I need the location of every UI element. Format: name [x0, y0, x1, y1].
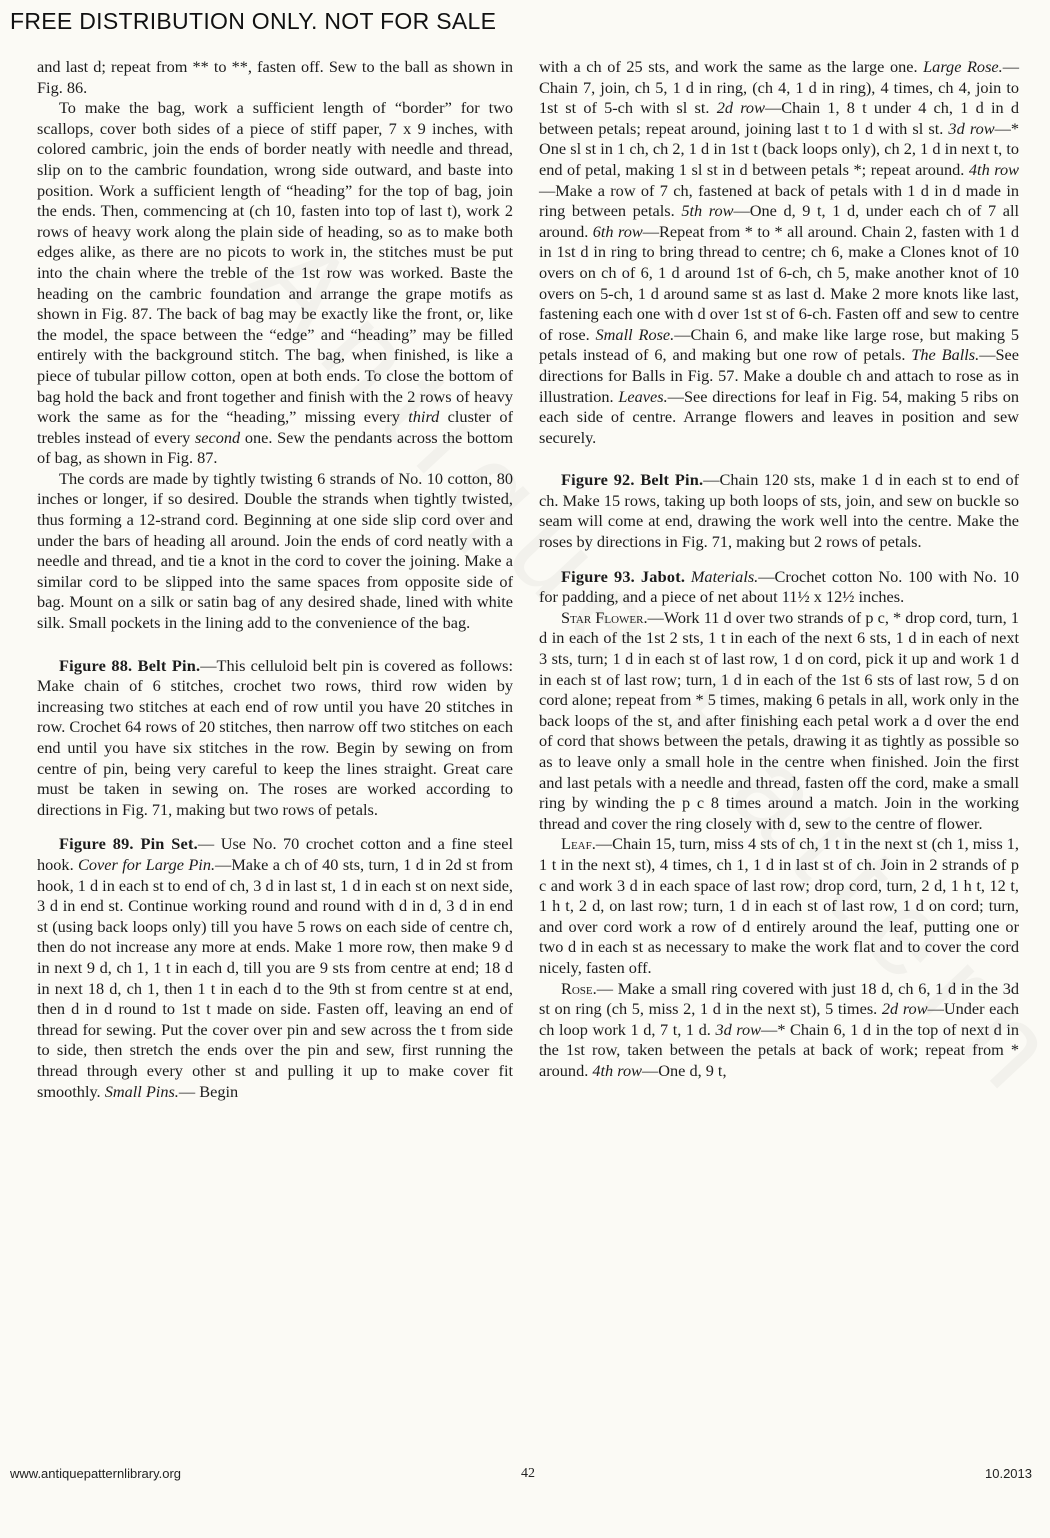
italic-run: Large Rose.: [923, 57, 1003, 76]
italic-run: Small Pins.: [104, 1081, 179, 1101]
text-run: —One d, 9 t,: [641, 1060, 727, 1080]
text-run: Rose.: [561, 978, 597, 998]
italic-run: 3d row: [948, 118, 995, 138]
italic-run: 4th row: [592, 1060, 642, 1080]
text-run: —Work 11 d over two strands of p c, * drop cord, turn, 1 d in each of the 1st 2 sts, 1 t in each of the next 6 sts, 1 d in each of next 3 sts, turn; 1 d in each st of last row, 1 d on cord, pick it up and work 1 d in each st of last row; turn, 1 d in each of the 1st 6 sts of last row, 5 d on cord alone; repeat from * 5 times, making 6 petals in all, work only in the back loops of the st, and after finishing each petal work a d over the end of cord that shows between the petals, drawing it as tightly as possible so as to leave only a small hole in the centre when finished. Join the first and last petals with a needle and thread, fasten off the cord, make a small ring by winding the p c 8 times around a match. Join in the working thread and cover the ring closely with d, sew to the centre of flower.: [539, 607, 1019, 833]
text-run: —* Chain 6, 1 d in the top of next d in the 1st row, taken between the petals at back of work; repeat from * around.: [539, 1019, 1019, 1080]
text-run: —Chain 1, 8 t under 4 ch, 1 d in d between petals; repeat around, joining last t to 1 d with sl st.: [539, 98, 1019, 138]
paragraph: [539, 57, 1019, 448]
paragraph: [37, 656, 513, 821]
text-run: cluster of trebles instead of every: [37, 407, 513, 447]
italic-run: 2d row: [881, 999, 928, 1019]
text-run: and last d; repeat from ** to **, fasten off. Sew to the ball as shown in Fig. 86.: [37, 57, 513, 97]
italic-run: Cover for Large Pin.: [78, 854, 216, 874]
italic-run: 6th row: [592, 221, 643, 241]
paragraph: [37, 834, 513, 1102]
text-run: —Make a ch of 40 sts, turn, 1 d in 2d st from hook, 1 d in each st to end of ch, 3 d in last st, 1 d in each st on next side, 3 d in end st. Continue working round and round with d in d, 3 d in end st (using back loops only) till you have 5 rows on each side of centre ch, then do not increase any more at ends. Make 1 more row, then make 9 d in next 9 d, ch 1, 1 t in each d, till you are 9 sts from centre at end; 18 d in next 18 d, ch 1, then 1 t in each d to the 9th st from centre st at end, then d in d round to 1st t made on side. Fasten off, leaving an end of thread for sewing. Put the cover over pin and sew across the t from side to side, then stretch the ends over the pin and sew, first running the thread through every other st and pulling it up to make cover fit smoothly.: [37, 854, 513, 1101]
text-run: —This celluloid belt pin is covered as follows: Make chain of 6 stitches, crochet two rows, third row widen by increasing two stitches at each end of row until you have 20 stitches in row. Crochet 64 rows of 20 stitches, then narrow off two stitches on each end until you have six stitches in the row. Begin by sewing on from centre of pin, being very careful to keep the lines straight. Great care must be taken in sewing on. The roses are worked according to directions in Fig. 71, making but two rows of petals.: [37, 655, 514, 819]
text-run: Star Flower.: [561, 607, 648, 627]
text-run: with a ch of 25 sts, and work the same as the large one.: [539, 57, 924, 76]
paragraph: [539, 979, 1019, 1082]
paragraph: [539, 470, 1019, 552]
text-run: Leaf.: [561, 834, 596, 854]
paragraph: [37, 57, 513, 98]
footer-date: 10.2013: [985, 1466, 1032, 1481]
italic-run: Materials.: [690, 566, 759, 586]
text-run: —Make a row of 7 ch, fastened at back of petals with 1 d in d made in ring between petals.: [539, 180, 1019, 221]
text-run: —One d, 9 t, 1 d, under each ch of 7 all around.: [539, 201, 1019, 241]
italic-run: second: [194, 427, 241, 447]
section-heading: Figure 89. Pin Set.: [59, 834, 198, 854]
text-run: —Under each ch loop work 1 d, 7 t, 1 d.: [539, 999, 1020, 1039]
italic-run: 3d row: [715, 1019, 762, 1039]
italic-run: 5th row: [681, 201, 734, 221]
text-run: —Crochet cotton No. 100 with No. 10 for padding, and a piece of net about 11½ x 12½ inches.: [539, 566, 1019, 607]
italic-run: Leaves.: [618, 386, 668, 406]
text-run: —Repeat from * to * all around. Chain 2, fasten with 1 d in 1st d in ring to bring thread to centre; ch 6, make a Clones knot of 10 overs on ch of 6, 1 d around 1st of 6-ch, ch 5, make another knot of 10 overs on 5-ch, 1 d around same st as last d. Make 2 more knots like last, fastening each one with d over 1st st of 6-ch. Fasten off and sew to centre of rose.: [539, 221, 1019, 344]
italic-run: The Balls.: [911, 345, 980, 365]
text-run: — Begin: [178, 1081, 239, 1101]
text-run: —Chain 15, turn, miss 4 sts of ch, 1 t in the next st (ch 1, miss 1, 1 t in the next st), 4 times, ch 1, 1 d in last st of ch. Join in 2 strands of p c and work 3 d in each space of last row; drop cord, turn, 2 d, 1 h t, 12 t, 1 h t, 2 d, on last row; turn, 1 d in each st of last row, 1 d on cord; turn, and over cord work a row of d entirely around the leaf, putting one or two d in each st as necessary to make the work flat and to cover the cord nicely, fasten off.: [539, 834, 1019, 977]
section-heading: Figure 92. Belt Pin.: [561, 470, 704, 490]
text-run: The cords are made by tightly twisting 6 strands of No. 10 cotton, 80 inches or longer, if so desired. Double the strands when tightly twisted, thus forming a 12-strand cord. Beginning at one side slip cord over and under the bars of heading all around. Join the ends of cord neatly with a needle and thread, and tie a knot in the cord to cover the joining. Make a similar cord to be slipped into the same spaces from opposite side of bag. Mount on a silk or satin bag of any desired shade, lined with white silk. Small pockets in the lining add to the convenience of the bag.: [37, 468, 513, 633]
paragraph: [539, 608, 1019, 835]
text-run: To make the bag, work a sufficient length of “border” for two scallops, cover both sides of a piece of stiff paper, 7 x 9 inches, with colored cambric, join the ends of border neatly with needle and thread, slip on to the cambric foundation, wrong side outward, and baste into position. Work a sufficient length of “heading” for the top of bag, join the ends. Then, commencing at (ch 10, fasten into top of last t), work 2 rows of heavy work along the plain side of heading, so as to make both edges alike, as there are no picots to work in, the stitches must be put into the chain where the treble of the 1st row was worked. Baste the heading on the cambric foundation and arrange the grape motifs as shown in Fig. 87. The back of bag may be exactly like the front, or, like the model, the space between the “edge” and “heading” may be filled entirely with the background stitch. The bag, when finished, is like a piece of tubular pillow cotton, open at both ends. To close the bottom of bag hold the back and front together and finish with the 2 rows of heavy work the same as for the “heading,” missing every: [37, 98, 513, 427]
paragraph: [539, 567, 1019, 608]
text-run: —Chain 120 sts, make 1 d in each st to end of ch. Make 15 rows, taking up both loops of sts, join, and sew on buckle so seam will come at end, drawing the work well into the centre. Make the roses by directions in Fig. 71, making but 2 rows of petals.: [539, 470, 1020, 552]
italic-run: 2d row: [716, 98, 765, 118]
italic-run: third: [408, 407, 440, 427]
left-text-column: [37, 57, 513, 1102]
section-heading: Figure 93. Jabot.: [561, 566, 686, 586]
paragraph: [539, 834, 1019, 978]
text-run: —* One sl st in 1 ch, ch 2, 1 d in 1st t (back loops only), ch 2, 1 d in next t, to end of petal, making 1 sl st in d between petals *; repeat around.: [539, 118, 1019, 179]
right-text-column: [539, 57, 1019, 1082]
page-number: 42: [521, 1466, 535, 1481]
section-heading: Figure 88. Belt Pin.: [59, 655, 201, 675]
paragraph: [37, 98, 513, 469]
italic-run: 4th row: [968, 159, 1019, 179]
paragraph: [37, 469, 513, 634]
text-run: — Use No. 70 crochet cotton and a fine steel hook.: [37, 834, 514, 874]
footer-url[interactable]: www.antiquepatternlibrary.org: [10, 1466, 182, 1481]
distribution-banner: FREE DISTRIBUTION ONLY. NOT FOR SALE: [10, 8, 497, 34]
italic-run: Small Rose.: [595, 324, 675, 344]
text-run: —Chain 6, and make like large rose, but making 5 petals instead of 6, and making but one row of petals.: [539, 324, 1019, 365]
text-run: one. Sew the pendants across the bottom of bag, as shown in Fig. 87.: [37, 427, 514, 468]
text-run: —See directions for Balls in Fig. 57. Make a double ch and attach to rose as in illustration.: [539, 345, 1019, 406]
text-run: — Make a small ring covered with just 18 d, ch 6, 1 d in the 3d st on ring (ch 5, miss 2, 1 d in the next st), 5 times.: [539, 978, 1019, 1019]
text-run: — Chain 7, join, ch 5, 1 d in ring, (ch 4, 1 d in ring), 4 times, ch 4, join to 1st st of 5-ch with sl st.: [539, 57, 1019, 118]
text-run: —See directions for leaf in Fig. 54, making 5 ribs on each side of centre. Arrange flowers and leaves in position and sew securely.: [539, 386, 1020, 447]
